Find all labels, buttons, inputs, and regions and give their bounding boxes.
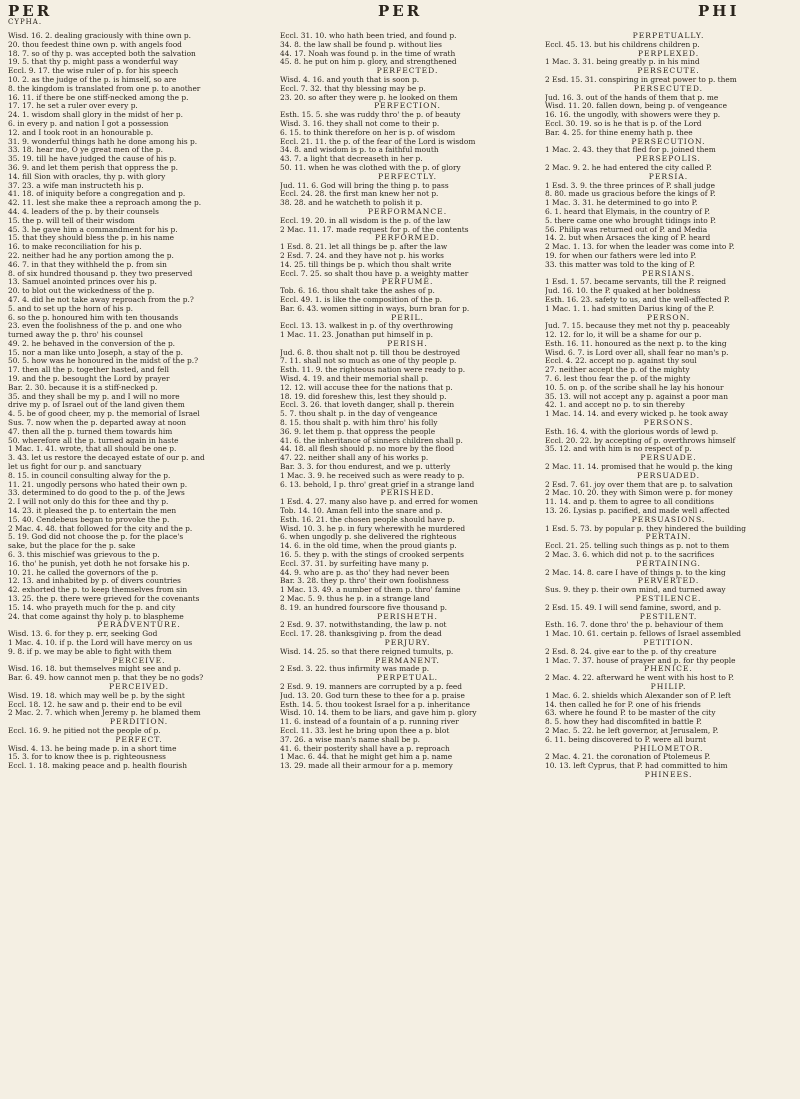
- entry-line: 7. 11. shall not so much as one of thy people p.: [280, 357, 457, 366]
- entry-line: Bar. 6. 49. how cannot men p. that they be no gods?: [8, 674, 204, 683]
- entry-heading: PESTILENT.: [639, 612, 698, 621]
- entry-line: 1 Esd. 1. 57. became servants, till the P. reigned: [545, 278, 726, 287]
- entry-line: 2 Esd. 9. 37. notwithstanding, the law p. not: [280, 621, 447, 630]
- entry-line: Eccl. 4. 22. accept no p. against thy soul: [545, 357, 697, 366]
- header-right: PHI: [698, 2, 740, 20]
- entry-line: 42. exhorted the p. to keep themselves from sin: [8, 586, 188, 595]
- header-left: PER: [8, 2, 53, 20]
- entry-line: 13. 25. the p. there were grieved for the covenants: [8, 595, 200, 603]
- entry-line: 9. 8. if p. we may be able to fight with them: [8, 647, 172, 656]
- entry-line: 50. 5. how was he honoured in the midst of the p.?: [8, 357, 199, 366]
- entry-heading: PERSECUTE.: [637, 67, 700, 76]
- entry-line: 6. 15. to think therefore on her is p. of wisdom: [280, 128, 456, 137]
- entry-line: 8. 5. how they had discomfited in battle P.: [545, 718, 702, 727]
- entry-line: Eccl. 31. 10. who hath been tried, and found p.: [280, 32, 457, 40]
- entry-heading: PETITION.: [643, 638, 694, 647]
- entry-line: 1 Esd. 5. 73. by popular p. they hindered the building: [545, 524, 747, 533]
- entry-line: 1 Mac. 14. 14. and every wicked p. he took away: [545, 410, 728, 419]
- entry-line: Sus. 7. now when the p. departed away at noon: [8, 419, 187, 428]
- entry-line: 14. fill Sion with oracles, thy p. with glory: [8, 172, 166, 181]
- entry-line: 4. 5. be of good cheer, my p. the memorial of Israel: [8, 410, 200, 419]
- column-left: [8, 32, 270, 1091]
- entry-line: 24. that come against thy holy p. to blaspheme: [8, 612, 184, 621]
- entry-line: 2 Mac. 11. 14. promised that he would p. the king: [545, 463, 733, 472]
- entry-heading: PERSECUTED.: [633, 84, 704, 93]
- entry-heading: PERPETUALLY.: [632, 32, 705, 40]
- entry-line: Wisd. 4. 16. and youth that is soon p.: [280, 75, 420, 84]
- entry-line: Wisd. 10. 14. them to be liars, and gave him p. glory: [280, 709, 477, 718]
- entry-line: Eccl. 7. 32. that thy blessing may be p.: [280, 84, 426, 93]
- entry-line: Jud. 16. 3. out of the hands of them that p. me: [545, 93, 719, 102]
- entry-line: Eccl. 24. 28. the first man knew her not p.: [280, 190, 439, 199]
- entry-line: 15. 40. Cendebeus began to provoke the p.: [8, 515, 170, 524]
- entry-line: 17. then all the p. together hasted, and fell: [8, 366, 170, 375]
- entry-line: Wisd. 6. 7. is Lord over all, shall fear no man's p.: [545, 348, 729, 357]
- entry-line: 56. Philip was returned out of P. and Media: [545, 225, 708, 234]
- entry-line: turned away the p. thro' his counsel: [8, 331, 144, 340]
- entry-line: Eccl. 45. 13. but his childrens children p.: [545, 40, 700, 49]
- entry-line: 20. to blot out the wickedness of the p.: [8, 287, 155, 296]
- entry-heading: PERSUASIONS.: [631, 515, 706, 524]
- entry-line: 1 Mac. 4. 10. if p. the Lord will have mercy on us: [8, 638, 193, 647]
- entry-heading: PERCEIVED.: [109, 682, 169, 691]
- entry-line: 2 Esd. 7. 24. and they have not p. his works: [280, 251, 444, 260]
- entry-line: 43. 7. a light that decreaseth in her p.: [280, 155, 423, 164]
- entry-line: 41. 18. of iniquity before a congregation and p.: [8, 190, 186, 199]
- entry-line: 16. 16. the ungodly, with showers were they p.: [545, 111, 721, 120]
- entry-line: Eccl. 1. 18. making peace and p. health flourish: [8, 762, 187, 771]
- entry-line: 1 Mac. 1. 41. wrote, that all should be one p.: [8, 445, 177, 454]
- entry-line: Tob. 14. 10. Aman fell into the snare and p.: [280, 507, 443, 516]
- entry-line: 6. when ungodly p. she delivered the righteous: [280, 533, 457, 542]
- entry-heading: PERFECTION.: [374, 102, 441, 111]
- entry-line: 11. 14. and p. them to agree to all conditions: [545, 498, 714, 507]
- entry-line: 8. 15. thou shalt p. with him thro' his folly: [280, 419, 438, 428]
- entry-line: 14. 2. but when Arsaces the king of P. heard: [545, 234, 711, 243]
- entry-line: 2 Mac. 5. 22. he left governor, at Jerusalem, P.: [545, 726, 719, 735]
- entry-line: 8. 19. an hundred fourscore five thousand p.: [280, 603, 448, 612]
- entry-line: 23. even the foolishness of the p. and one who: [8, 322, 182, 331]
- entry-line: 27. neither accept the p. of the mighty: [545, 366, 690, 375]
- header-catchword: CYPHA.: [8, 18, 43, 26]
- entry-line: 6. 3. this mischief was grievous to the p.: [8, 551, 160, 560]
- entry-line: 10. 13. left Cyprus, that P. had committed to him: [545, 762, 728, 771]
- entry-line: 8. of six hundred thousand p. they two preserved: [8, 269, 193, 278]
- entry-line: Jud. 11. 6. God will bring the thing p. to pass: [280, 181, 449, 190]
- entry-line: 12. 12. will accuse thee for the nations that p.: [280, 383, 453, 392]
- entry-line: Wisd. 13. 6. for they p. err, seeking God: [8, 630, 158, 639]
- entry-line: 13. Samuel anointed princes over his p.: [8, 278, 157, 287]
- entry-line: Eccl. 3. 26. that loveth danger, shall p. therein: [280, 401, 455, 410]
- entry-line: Wisd. 16. 2. dealing graciously with thine own p.: [8, 32, 192, 40]
- entry-line: Eccl. 49. 1. is like the composition of the p.: [280, 295, 443, 304]
- entry-line: 37. 26. a wise man's name shall be p.: [280, 735, 420, 744]
- entry-line: 2 Mac. 4. 21. the coronation of Ptolemeus P.: [545, 753, 711, 762]
- entry-heading: PERPLEXED.: [637, 49, 700, 58]
- entry-line: Wisd. 11. 20. fallen down, being p. of vengeance: [545, 102, 727, 111]
- entry-line: 14. 6. in the old time, when the proud giants p.: [280, 542, 457, 551]
- entry-line: Eccl. 19. 20. in all wisdom is the p. of the law: [280, 216, 451, 225]
- entry-line: 16. to make reconciliation for his p.: [8, 243, 142, 252]
- entry-line: Bar. 3. 3. for thou endurest, and we p. utterly: [280, 463, 451, 472]
- entry-line: 12. and I took root in an honourable p.: [8, 128, 154, 137]
- entry-line: 2. I will not only do this for thee and thy p.: [8, 498, 169, 507]
- entry-line: 47. 22. neither shall any of his works p.: [280, 454, 429, 463]
- entry-line: 2 Esd. 8. 24. give ear to the p. of thy creature: [545, 647, 717, 656]
- entry-line: 6. 13. behold, I p. thro' great grief in a strange land: [280, 480, 475, 489]
- entry-line: 63. where he found P. to be master of the city: [545, 709, 716, 718]
- entry-line: Esth. 16. 11. honoured as the next p. to the king: [545, 339, 727, 348]
- entry-line: 35. and they shall be my p. and I will no more: [8, 392, 180, 401]
- entry-heading: PERFECTLY.: [377, 172, 438, 181]
- entry-line: 49. 2. he behaved in the conversion of the p.: [8, 339, 176, 348]
- entry-heading: PERFORMANCE.: [367, 207, 448, 216]
- entry-line: 1 Mac. 10. 61. certain p. fellows of Israel assembled: [545, 630, 741, 639]
- entry-line: 47. 4. did he not take away reproach from the p.?: [8, 295, 194, 304]
- entry-line: 45. 8. he put on him p. glory, and strengthened: [280, 58, 457, 67]
- entry-heading: PERDITION.: [109, 718, 169, 727]
- entry-line: 31. 9. wonderful things hath he done among his p.: [8, 137, 198, 146]
- entry-line: Eccl. 16. 9. he pitied not the people of p.: [8, 726, 161, 735]
- entry-line: 2 Mac. 1. 13. for when the leader was come into P.: [545, 243, 735, 252]
- entry-line: 22. neither had he any portion among the p.: [8, 251, 174, 260]
- entry-line: 2 Mac. 10. 20. they with Simon were p. for money: [545, 489, 733, 498]
- entry-line: 1 Mac. 6. 44. that he might get him a p. name: [280, 753, 453, 762]
- entry-line: Esth. 15. 5. she was ruddy thro' the p. of beauty: [280, 111, 461, 120]
- entry-line: 2 Mac. 11. 17. made request for p. of the contents: [280, 225, 469, 234]
- entry-line: Esth. 16. 7. done thro' the p. behaviour of them: [545, 621, 724, 630]
- entry-heading: PESTILENCE.: [635, 595, 702, 603]
- entry-line: 16. tho' he punish, yet doth he not forsake his p.: [8, 559, 190, 568]
- entry-line: 15. the p. will tell of their wisdom: [8, 216, 135, 225]
- entry-line: 50. wherefore all the p. turned again in haste: [8, 436, 179, 445]
- entry-line: 17. 17. he set a ruler over every p.: [8, 102, 138, 111]
- entry-line: 2 Esd. 15. 49. I will send famine, sword, and p.: [545, 603, 722, 612]
- entry-line: 47. then all the p. turned them towards him: [8, 427, 173, 436]
- entry-line: Wisd. 4. 13. he being made p. in a short time: [8, 744, 177, 753]
- entry-line: 2 Mac. 9. 2. he had entered the city called P.: [545, 163, 712, 172]
- entry-heading: PERSON.: [646, 313, 691, 322]
- entry-line: 1 Mac. 6. 2. shields which Alexander son of P. left: [545, 691, 731, 700]
- entry-line: 20. thou feedest thine own p. with angels food: [8, 40, 182, 49]
- entry-line: 1 Mac. 13. 49. a number of them p. thro' famine: [280, 586, 461, 595]
- entry-line: Eccl. 21. 25. telling such things as p. not to them: [545, 542, 730, 551]
- entry-line: 13. 29. made all their armour for a p. memory: [280, 762, 453, 771]
- entry-line: Jud. 7. 15. because they met not thy p. peaceably: [545, 322, 730, 331]
- entry-line: let us fight for our p. and sanctuary: [8, 463, 142, 472]
- entry-heading: PERSIA.: [648, 172, 689, 181]
- entry-line: Esth. 16. 4. with the glorious words of lewd p.: [545, 427, 719, 436]
- entry-heading: PERFORMED.: [374, 234, 441, 243]
- entry-line: 1 Esd. 4. 27. many also have p. and erred for women: [280, 498, 478, 507]
- entry-line: 44. 4. leaders of the p. by their counsels: [8, 207, 159, 216]
- entry-line: 11. 21. ungodly persons who hated their own p.: [8, 480, 188, 489]
- entry-line: 2 Esd. 9. 19. manners are corrupted by a p. feed: [280, 682, 463, 691]
- entry-line: 10. 5. on p. of the scribe shall he lay his honour: [545, 383, 724, 392]
- entry-heading: PERSUADE.: [640, 454, 697, 463]
- entry-line: 38. 28. and he watcheth to polish it p.: [280, 199, 423, 208]
- entry-line: 14. then called he for P. one of his friends: [545, 700, 701, 709]
- entry-line: 16. 5. they p. with the stings of crooked serpents: [280, 551, 464, 560]
- entry-line: 15. 3. for to know thee is p. righteousness: [8, 753, 166, 762]
- entry-heading: PERSIANS.: [641, 269, 696, 278]
- entry-line: Eccl. 17. 28. thanksgiving p. from the dead: [280, 630, 442, 639]
- entry-line: 6. 11. being discovered to P. were all burnt: [545, 735, 706, 744]
- entry-line: Jud. 13. 20. God turn these to thee for a p. praise: [280, 691, 465, 700]
- entry-line: Eccl. 13. 13. walkest in p. of thy overthrowing: [280, 322, 454, 331]
- entry-line: 10. 21. he called the governors of the p.: [8, 568, 159, 577]
- entry-line: 1 Mac. 3. 9. he received such as were ready to p.: [280, 471, 465, 480]
- entry-line: 23. 20. so after they were p. he looked on them: [280, 93, 458, 102]
- entry-line: 34. 8. the law shall be found p. without lies: [280, 40, 442, 49]
- entry-line: 18. 19. did foreshew this, lest they should p.: [280, 392, 447, 401]
- entry-heading: PERTAIN.: [645, 533, 692, 542]
- entry-line: 3. 43. let us restore the decayed estate of our p. and: [8, 454, 205, 463]
- entry-line: 1 Mac. 1. 1. had smitten Darius king of the P.: [545, 304, 715, 313]
- entry-heading: PERADVENTURE.: [97, 621, 181, 630]
- entry-line: 8. 15. in council consulting alway for the p.: [8, 471, 171, 480]
- entry-line: 1 Esd. 3. 9. the three princes of P. shall judge: [545, 181, 715, 190]
- entry-line: 12. 12. for lo, it will be a shame for our p.: [545, 331, 702, 340]
- entry-line: 2 Mac. 3. 6. which did not p. to the sacrifices: [545, 551, 715, 560]
- entry-line: 2 Esd. 7. 61. joy over them that are p. to salvation: [545, 480, 733, 489]
- entry-line: 5. 19. God did not choose the p. for the place's: [8, 533, 184, 542]
- entry-line: 7. 6. lest thou fear the p. of the mighty: [545, 375, 691, 384]
- entry-line: 12. 13. and inhabited by p. of divers countries: [8, 577, 181, 586]
- entry-line: 50. 11. when he was clothed with the p. of glory: [280, 163, 461, 172]
- column-right: [545, 32, 792, 1091]
- entry-line: Eccl. 18. 12. he saw and p. their end to be evil: [8, 700, 183, 709]
- entry-line: Wisd. 19. 18. which may well be p. by the sight: [8, 691, 185, 700]
- entry-heading: PERJURY.: [384, 638, 431, 647]
- entry-line: Wisd. 14. 25. so that there reigned tumults, p.: [280, 647, 454, 656]
- entry-line: Bar. 3. 28. they p. thro' their own foolishness: [280, 577, 449, 586]
- entry-line: 1 Mac. 3. 31. being greatly p. in his mind: [545, 58, 700, 67]
- entry-heading: PERIL.: [391, 313, 424, 322]
- entry-line: 41. 6. the inheritance of sinners children shall p.: [280, 436, 463, 445]
- entry-line: 15. nor a man like unto Joseph, a stay of the p.: [8, 348, 183, 357]
- entry-line: 33. 18. hear me, O ye great men of the p.: [8, 146, 163, 155]
- entry-line: 1 Mac. 11. 23. Jonathan put himself in p.: [280, 331, 434, 340]
- entry-line: 15. that they should bless the p. in his name: [8, 234, 174, 243]
- entry-heading: PERVERTED.: [637, 577, 700, 586]
- entry-line: 14. 23. it pleased the p. to entertain the men: [8, 507, 177, 516]
- entry-line: 42. 1. and accept no p. to sin thereby: [545, 401, 685, 410]
- entry-line: 34. 8. and wisdom is p. to a faithful mouth: [280, 146, 439, 155]
- entry-line: 5. and to set up the horn of his p.: [8, 304, 133, 313]
- entry-line: Bar. 6. 43. women sitting in ways, burn bran for p.: [280, 304, 470, 313]
- entry-line: Eccl. 37. 31. by surfeiting have many p.: [280, 559, 429, 568]
- entry-line: 36. 9. let them p. that oppress the people: [280, 427, 436, 436]
- entry-heading: PERISHED.: [380, 489, 435, 498]
- entry-line: 42. 11. lest she make thee a reproach among the p.: [8, 199, 202, 208]
- entry-line: 1 Mac. 3. 31. he determined to go into P.: [545, 199, 698, 208]
- entry-line: 6. 1. heard that Elymais, in the country of P.: [545, 207, 711, 216]
- entry-line: Esth. 11. 9. the righteous nation were ready to p.: [280, 366, 466, 375]
- entry-line: 33. this matter was told to the king of P.: [545, 260, 695, 269]
- entry-line: 44. 9. who are p. as tho' they had never been: [280, 568, 450, 577]
- entry-line: 11. 6. instead of a fountain of a p. running river: [280, 718, 459, 727]
- entry-line: 2 Mac. 2. 7. which when Jeremy p. he blamed them: [8, 709, 201, 718]
- entry-heading: PERFECTED.: [376, 67, 439, 76]
- entry-line: 13. 26. Lysias p. pacified, and made well affected: [545, 507, 730, 516]
- entry-heading: PERMANENT.: [375, 656, 440, 665]
- entry-line: Esth. 16. 23. safety to us, and the well-affected P.: [545, 295, 730, 304]
- entry-line: 18. 7. so of thy p. was accepted both the salvation: [8, 49, 196, 58]
- entry-line: Eccl. 21. 11. the p. of the fear of the Lord is wisdom: [280, 137, 476, 146]
- entry-heading: PERFECT.: [115, 735, 163, 744]
- entry-line: 35. 19. till he have judged the cause of his p.: [8, 155, 177, 164]
- entry-line: 35. 12. and with him is no respect of p.: [545, 445, 692, 454]
- entry-line: 1 Esd. 8. 21. let all things be p. after the law: [280, 243, 448, 252]
- entry-line: Wisd. 16. 18. but themselves might see and p.: [8, 665, 181, 674]
- entry-line: Eccl. 30. 19. so is he that is p. of the Lord: [545, 119, 702, 128]
- entry-heading: PHILOMETOR.: [633, 744, 704, 753]
- header-center: PER: [378, 2, 423, 20]
- entry-line: 2 Esd. 15. 31. conspiring in great power to p. them: [545, 75, 737, 84]
- entry-heading: PHENICE.: [644, 665, 693, 674]
- entry-line: 41. 6. their posterity shall have a p. reproach: [280, 744, 450, 753]
- entry-line: 2 Mac. 14. 8. care I have of things p. to the king: [545, 568, 726, 577]
- entry-line: Wisd. 4. 19. and their memorial shall p.: [280, 375, 429, 384]
- entry-line: 15. 14. who prayeth much for the p. and city: [8, 603, 176, 612]
- entry-line: Esth. 16. 21. the chosen people should have p.: [280, 515, 455, 524]
- entry-line: 1 Mac. 2. 43. they that fled for p. joined them: [545, 146, 716, 155]
- entry-line: 19. for when our fathers were led into P.: [545, 251, 697, 260]
- entry-line: 10. 2. as the judge of the p. is himself, so are: [8, 75, 177, 84]
- entry-line: 14. 25. till things be p. which thou shalt write: [280, 260, 452, 269]
- entry-line: 1 Mac. 7. 37. house of prayer and p. for thy people: [545, 656, 736, 665]
- entry-line: 24. 1. wisdom shall glory in the midst of her p.: [8, 111, 183, 120]
- entry-heading: PERSONS.: [643, 419, 694, 428]
- entry-line: 8. 80. made us gracious before the kings of P.: [545, 190, 716, 199]
- entry-line: 44. 18. all flesh should p. no more by the flood: [280, 445, 455, 454]
- entry-line: Eccl. 7. 25. so shalt thou have p. a weighty matter: [280, 269, 469, 278]
- entry-line: 16. 11. if there be one stiff-necked among the p.: [8, 93, 189, 102]
- entry-line: 36. 9. and let them perish that oppress the p.: [8, 163, 178, 172]
- entry-line: 19. 5. that thy p. might pass a wonderful way: [8, 58, 178, 67]
- entry-line: 6. in every p. and nation I got a possession: [8, 119, 169, 128]
- entry-line: Jud. 16. 10. the P. quaked at her boldness: [545, 287, 701, 296]
- entry-heading: PERTAINING.: [636, 559, 701, 568]
- entry-line: 19. and the p. besought the Lord by prayer: [8, 375, 170, 384]
- entry-line: 37. 23. a wife man instructeth his p.: [8, 181, 144, 190]
- entry-line: 6. so the p. honoured him with ten thousands: [8, 313, 179, 322]
- entry-line: Bar. 4. 25. for thine enemy hath p. thee: [545, 128, 693, 137]
- entry-heading: PERSUADED.: [636, 471, 701, 480]
- entry-heading: PHINEES.: [644, 770, 693, 779]
- entry-line: 2 Mac. 4. 48. that followed for the city and the p.: [8, 524, 193, 533]
- entry-heading: PERSECUTION.: [631, 137, 706, 146]
- entry-line: 44. 17. Noah was found p. in the time of wrath: [280, 49, 456, 58]
- entry-heading: PERISH.: [387, 339, 428, 348]
- entry-line: 8. the kingdom is translated from one p. to another: [8, 84, 201, 93]
- entry-line: drive my p. of Israel out of the land given them: [8, 401, 185, 410]
- entry-line: Sus. 9. they p. their own mind, and turned away: [545, 586, 726, 595]
- entry-line: Eccl. 11. 33. lest he bring upon thee a p. blot: [280, 726, 450, 735]
- entry-line: Tob. 6. 16. thou shalt take the ashes of p.: [280, 287, 435, 296]
- entry-heading: PERFUME.: [381, 278, 434, 287]
- entry-line: 5. there came one who brought tidings into P.: [545, 216, 716, 225]
- entry-line: Jud. 6. 8. thou shalt not p. till thou be destroyed: [280, 348, 461, 357]
- entry-line: Esth. 14. 5. thou tookest Israel for a p. inheritance: [280, 700, 471, 709]
- entry-line: 35. 13. will not accept any p. against a poor man: [545, 392, 728, 401]
- entry-heading: PERSEPOLIS.: [636, 155, 701, 164]
- entry-line: sake, but the place for the p. sake: [8, 542, 136, 551]
- entry-line: 2 Esd. 3. 22. thus infirmity was made p.: [280, 665, 430, 674]
- entry-heading: PERCEIVE.: [112, 656, 166, 665]
- entry-line: 33. determined to do good to the p. of the Jews: [8, 489, 185, 498]
- entry-line: Wisd. 3. 16. they shall not come to their p.: [280, 119, 440, 128]
- entry-line: Eccl. 9. 17. the wise ruler of p. for his speech: [8, 67, 179, 76]
- entry-line: 2 Mac. 4. 22. afterward he went with his host to P.: [545, 674, 734, 683]
- column-middle: [280, 32, 535, 1091]
- entry-line: Eccl. 20. 22. by accepting of p. overthrows himself: [545, 436, 736, 445]
- entry-line: 46. 7. in that they withheld the p. from sin: [8, 260, 167, 269]
- entry-heading: PHILIP.: [650, 682, 687, 691]
- entry-heading: PERPETUAL.: [376, 674, 439, 683]
- entry-line: 2 Mac. 5. 9. thus he p. in a strange land: [280, 595, 430, 603]
- entry-line: Wisd. 10. 3. he p. in fury wherewith he murdered: [280, 524, 466, 533]
- entry-line: Bar. 2. 30. because it is a stiff-necked p.: [8, 383, 158, 392]
- running-head: [0, 2, 800, 32]
- entry-heading: PERISHETH.: [377, 612, 438, 621]
- entry-line: 5. 7. thou shalt p. in the day of vengeance: [280, 410, 438, 419]
- entry-line: 45. 3. he gave him a commandment for his p.: [8, 225, 178, 234]
